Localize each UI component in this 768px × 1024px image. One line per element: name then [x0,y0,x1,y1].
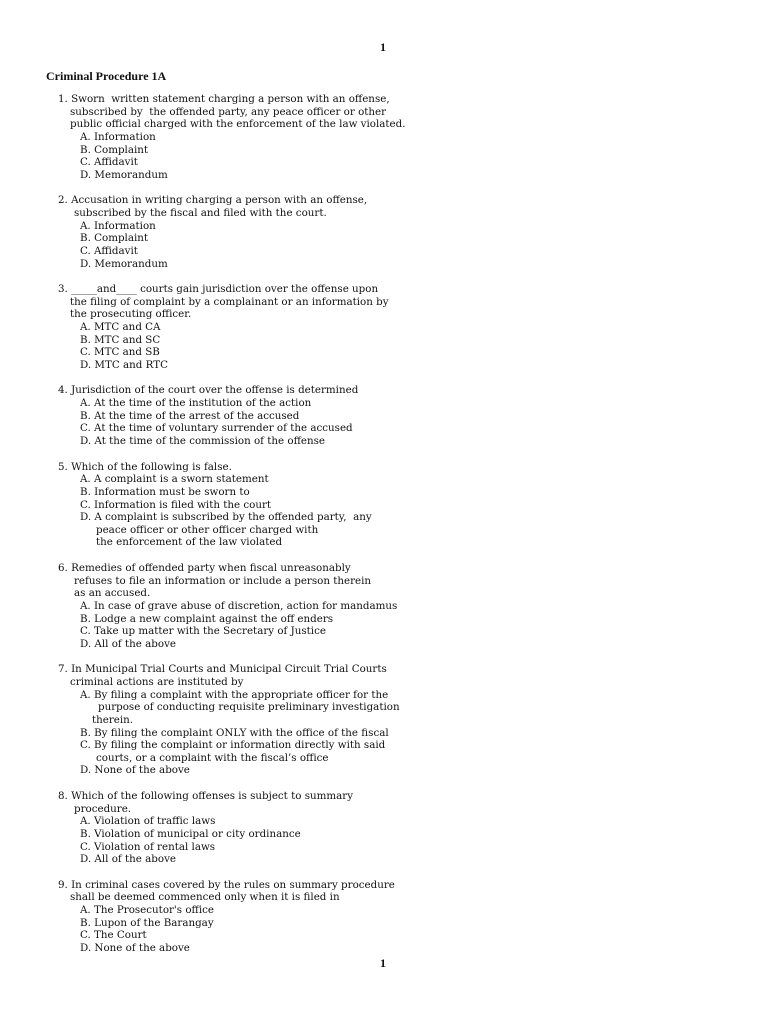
answer-option-continuation: peace officer or other officer charged with [96,523,319,536]
answer-option: D. None of the above [80,764,190,777]
question-stem-line: subscribed by the offended party, any peace officer or other [70,105,387,118]
answer-option: A. The Prosecutor's office [80,904,214,916]
question-stem-line: as an accused. [74,587,151,600]
answer-option: D. A complaint is subscribed by the offended party, any [80,511,372,524]
answer-option: C. MTC and SB [80,346,160,359]
question-9 [0,879,768,955]
question-stem-line: refuses to file an information or include a person therein [74,574,372,587]
answer-option: C. At the time of voluntary surrender of the accused [80,422,353,435]
answer-option: C. Violation of rental laws [80,840,216,853]
question-stem-line: 5. Which of the following is false. [58,460,232,473]
answer-option: B. Lupon of the Barangay [80,916,214,929]
answer-option: A. A complaint is a sworn statement [80,473,269,486]
question-stem-line: public official charged with the enforcement of the law violated. [70,118,406,131]
question-stem-line: the filing of complaint by a complainant or an information by [70,295,389,308]
question-stem-line: 9. In criminal cases covered by the rules on summary procedure [58,878,395,891]
answer-option: C. The Court [80,929,147,942]
question-stem-line: 3. _____and____ courts gain jurisdiction over the offense upon [58,283,379,296]
question-stem-line: procedure. [74,802,132,815]
answer-option: B. Information must be sworn to [80,485,250,498]
question-stem-line: 1. Sworn written statement charging a person with an offense, [58,93,390,105]
answer-option: C. Affidavit [80,156,138,169]
question-3 [0,283,768,371]
answer-option: B. At the time of the arrest of the accused [80,409,300,422]
answer-option: C. By filing the complaint or information directly with said [80,739,386,752]
document-title: Criminal Procedure 1A [46,69,167,83]
answer-option: B. Lodge a new complaint against the off enders [80,612,334,625]
question-stem-line: subscribed by the fiscal and filed with the court. [74,207,327,220]
answer-option-continuation: purpose of conducting requisite preliminary investigation [98,701,400,714]
question-4 [0,384,768,447]
answer-option: A. In case of grave abuse of discretion, action for mandamus [80,599,398,612]
answer-option-continuation: the enforcement of the law violated [96,536,283,549]
answer-option: A. MTC and CA [80,321,161,334]
answer-option: D. Memorandum [80,257,168,270]
answer-option: D. All of the above [80,637,176,650]
question-stem-line: shall be deemed commenced only when it is filed in [70,891,340,904]
question-stem-line: 4. Jurisdiction of the court over the offense is determined [58,384,359,397]
answer-option: B. Complaint [80,232,149,245]
page-number-bottom: 1 [380,956,386,970]
answer-option: C. Take up matter with the Secretary of Justice [80,625,326,638]
question-6 [0,562,768,650]
question-stem-line: 7. In Municipal Trial Courts and Municipal Circuit Trial Courts [58,663,387,676]
question-8 [0,790,768,866]
answer-option: D. All of the above [80,853,176,866]
answer-option: B. By filing the complaint ONLY with the office of the fiscal [80,726,389,739]
answer-option: A. By filing a complaint with the appropriate officer for the [80,688,389,701]
answer-option: A. At the time of the institution of the action [80,397,312,410]
question-7 [0,663,768,777]
page-number-top: 1 [380,40,386,54]
answer-option: B. MTC and SC [80,333,161,346]
question-2 [0,194,768,270]
answer-option-continuation: courts, or a complaint with the fiscal’s office [96,751,329,764]
answer-option-continuation: therein. [92,713,134,726]
question-stem-line: the prosecuting officer. [70,308,192,321]
answer-option: C. Affidavit [80,244,138,257]
question-5 [0,461,768,549]
question-stem-line: 8. Which of the following offenses is subject to summary [58,789,354,802]
answer-option: D. None of the above [80,941,190,954]
answer-option: D. At the time of the commission of the offense [80,435,326,448]
question-stem-line: criminal actions are instituted by [70,675,244,688]
answer-option: B. Violation of municipal or city ordinance [80,827,301,840]
question-stem-line: 2. Accusation in writing charging a person with an offense, [58,194,368,207]
answer-option: A. Information [80,219,156,232]
answer-option: D. Memorandum [80,168,168,181]
answer-option: D. MTC and RTC [80,358,168,371]
question-list [0,93,768,967]
answer-option: A. Information [80,130,156,143]
answer-option: A. Violation of traffic laws [80,815,216,828]
question-1 [0,93,768,181]
answer-option: B. Complaint [80,143,149,156]
question-stem-line: 6. Remedies of offended party when fiscal unreasonably [58,561,351,574]
answer-option: C. Information is filed with the court [80,498,272,511]
